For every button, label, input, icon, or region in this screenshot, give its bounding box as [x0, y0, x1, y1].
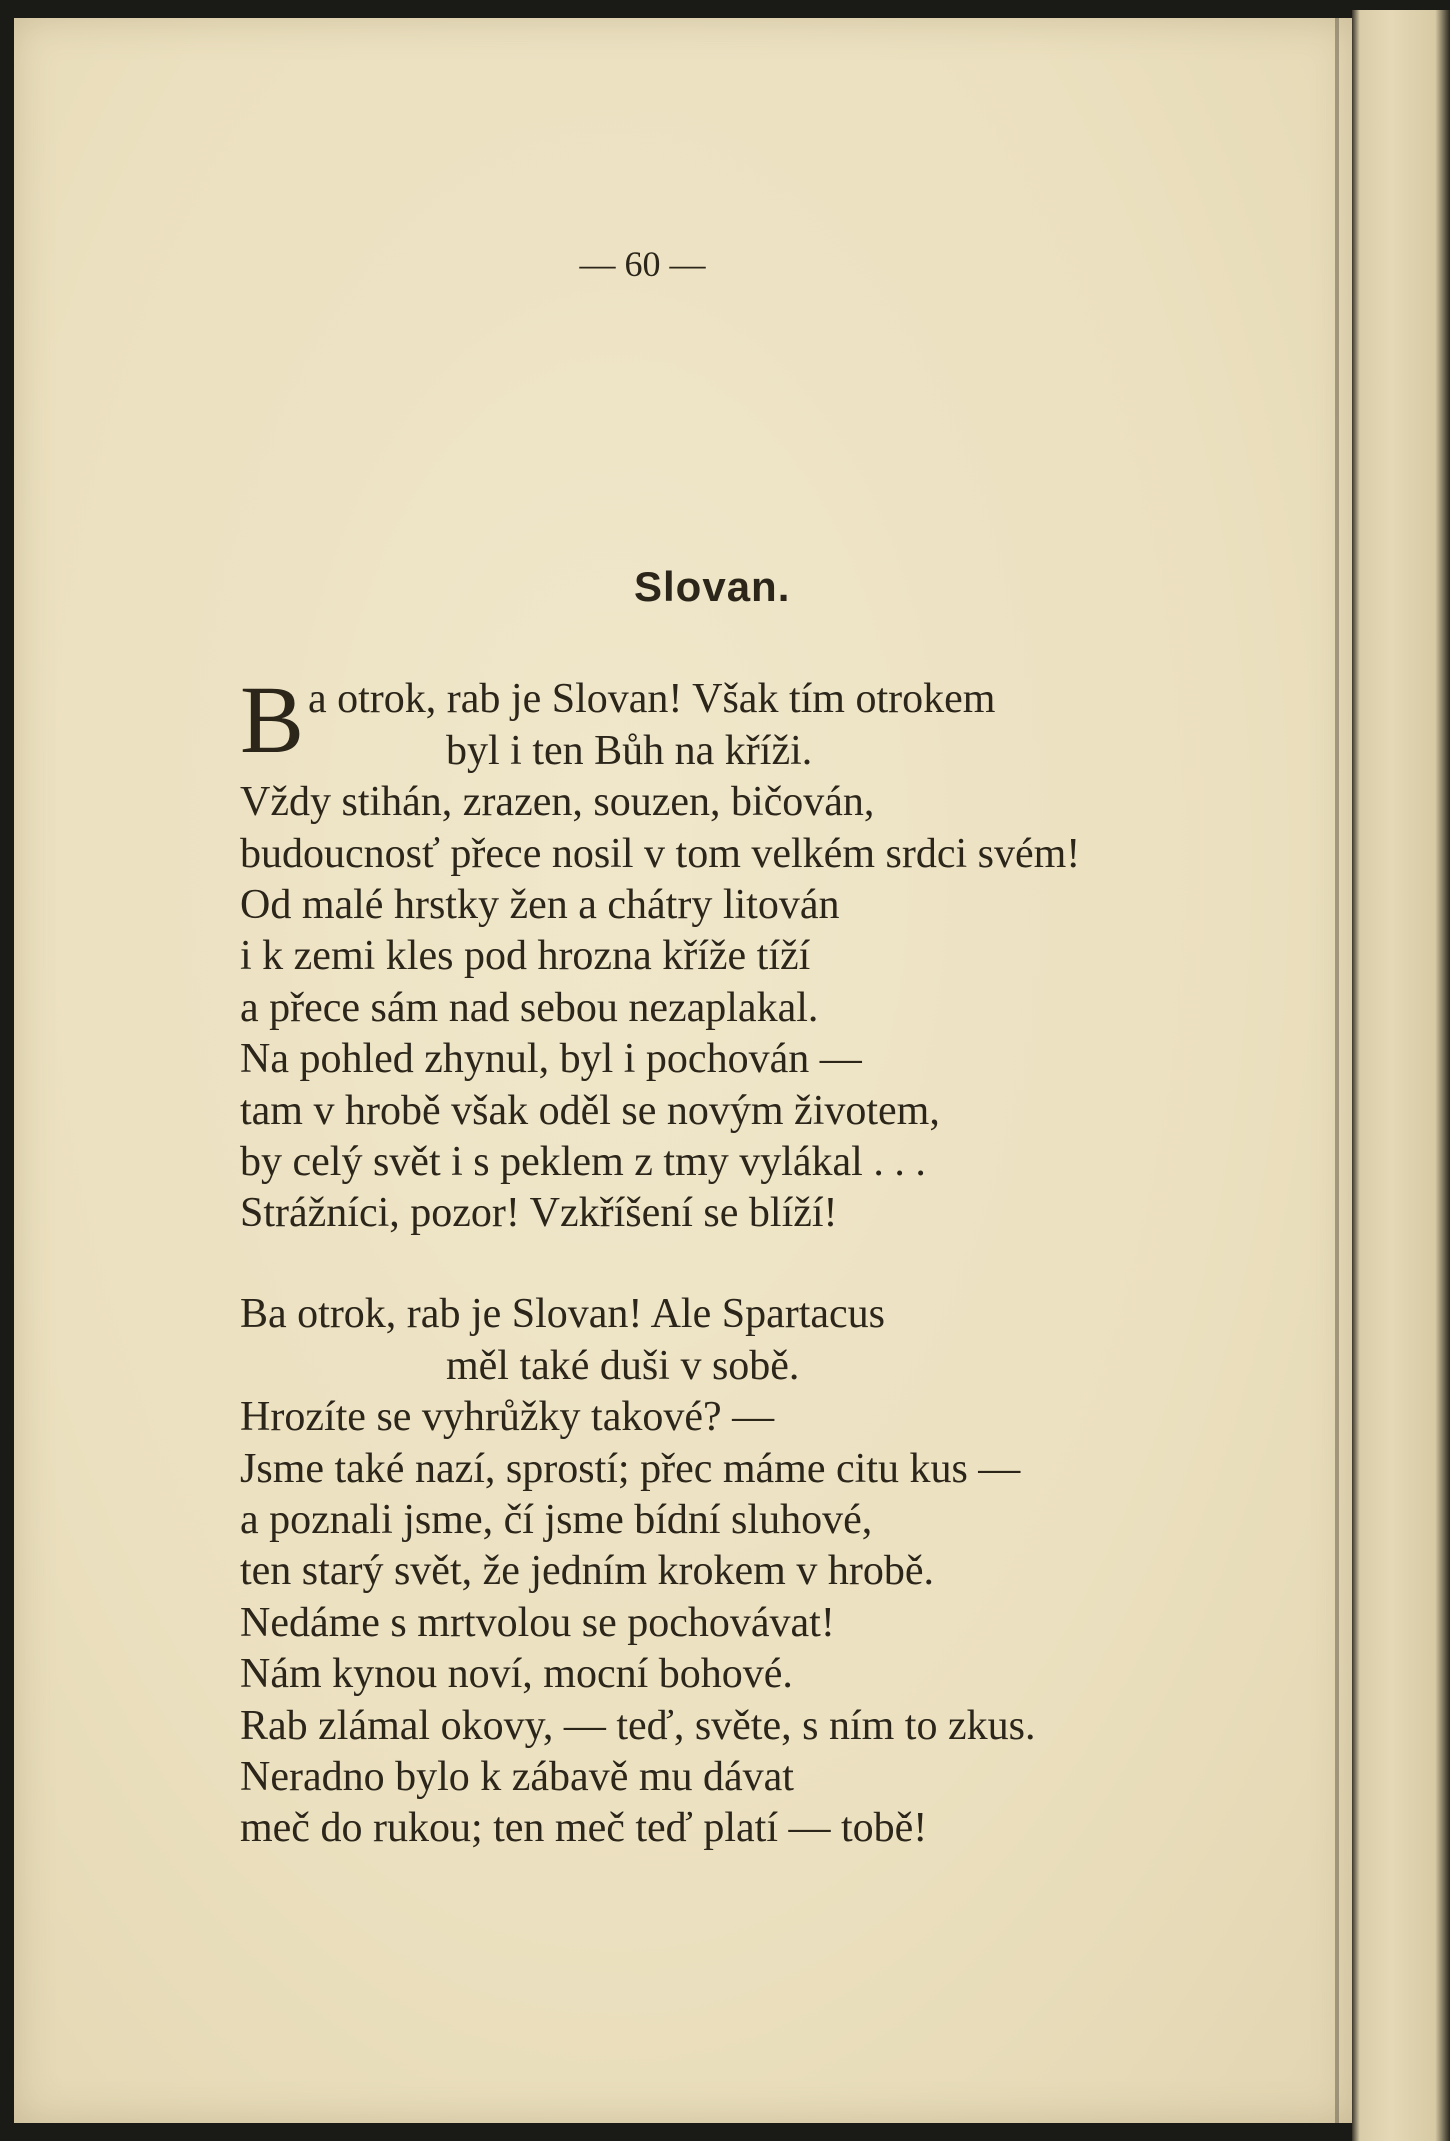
- poem-line: měl také duši v sobě.: [446, 1343, 800, 1389]
- poem-line: a přece sám nad sebou nezaplakal.: [240, 985, 819, 1031]
- drop-cap: B: [240, 666, 305, 773]
- page-edge-line: [1335, 18, 1339, 2123]
- poem-line: Vždy stihán, zrazen, souzen, bičován,: [240, 779, 875, 825]
- poem-line: byl i ten Bůh na kříži.: [446, 728, 813, 774]
- poem-line: tam v hrobě však oděl se novým životem,: [240, 1088, 940, 1134]
- poem-line: i k zemi kles pod hrozna kříže tíží: [240, 933, 811, 979]
- poem-line: Rab zlámal okovy, — teď, světe, s ním to zkus.: [240, 1703, 1036, 1749]
- poem-line: Od malé hrstky žen a chátry litován: [240, 882, 840, 928]
- poem-line: meč do rukou; ten meč teď platí — tobě!: [240, 1805, 928, 1851]
- poem-line: Neradno bylo k zábavě mu dávat: [240, 1754, 794, 1800]
- poem-line: a otrok, rab je Slovan! Však tím otrokem: [308, 676, 996, 722]
- poem-line: ten starý svět, že jedním krokem v hrobě.: [240, 1548, 934, 1594]
- poem-line: Na pohled zhynul, byl i pochován —: [240, 1036, 862, 1082]
- poem-line: Ba otrok, rab je Slovan! Ale Spartacus: [240, 1291, 886, 1337]
- poem-line: Nám kynou noví, mocní bohové.: [240, 1651, 793, 1697]
- poem-line: Hrozíte se vyhrůžky takové? —: [240, 1394, 775, 1440]
- poem-line: Strážníci, pozor! Vzkříšení se blíží!: [240, 1190, 838, 1236]
- poem-line: a poznali jsme, čí jsme bídní sluhové,: [240, 1497, 873, 1543]
- poem-line: Jsme také nazí, sprostí; přec máme citu kus —: [240, 1446, 1021, 1492]
- facing-page-edge: [1352, 10, 1450, 2141]
- poem-title: Slovan.: [634, 563, 791, 610]
- page-number: — 60 —: [579, 244, 706, 284]
- poem-line: budoucnosť přece nosil v tom velkém srdci svém!: [240, 831, 1081, 877]
- poem-line: by celý svět i s peklem z tmy vylákal . . .: [240, 1139, 926, 1185]
- poem-line: Nedáme s mrtvolou se pochovávat!: [240, 1600, 835, 1646]
